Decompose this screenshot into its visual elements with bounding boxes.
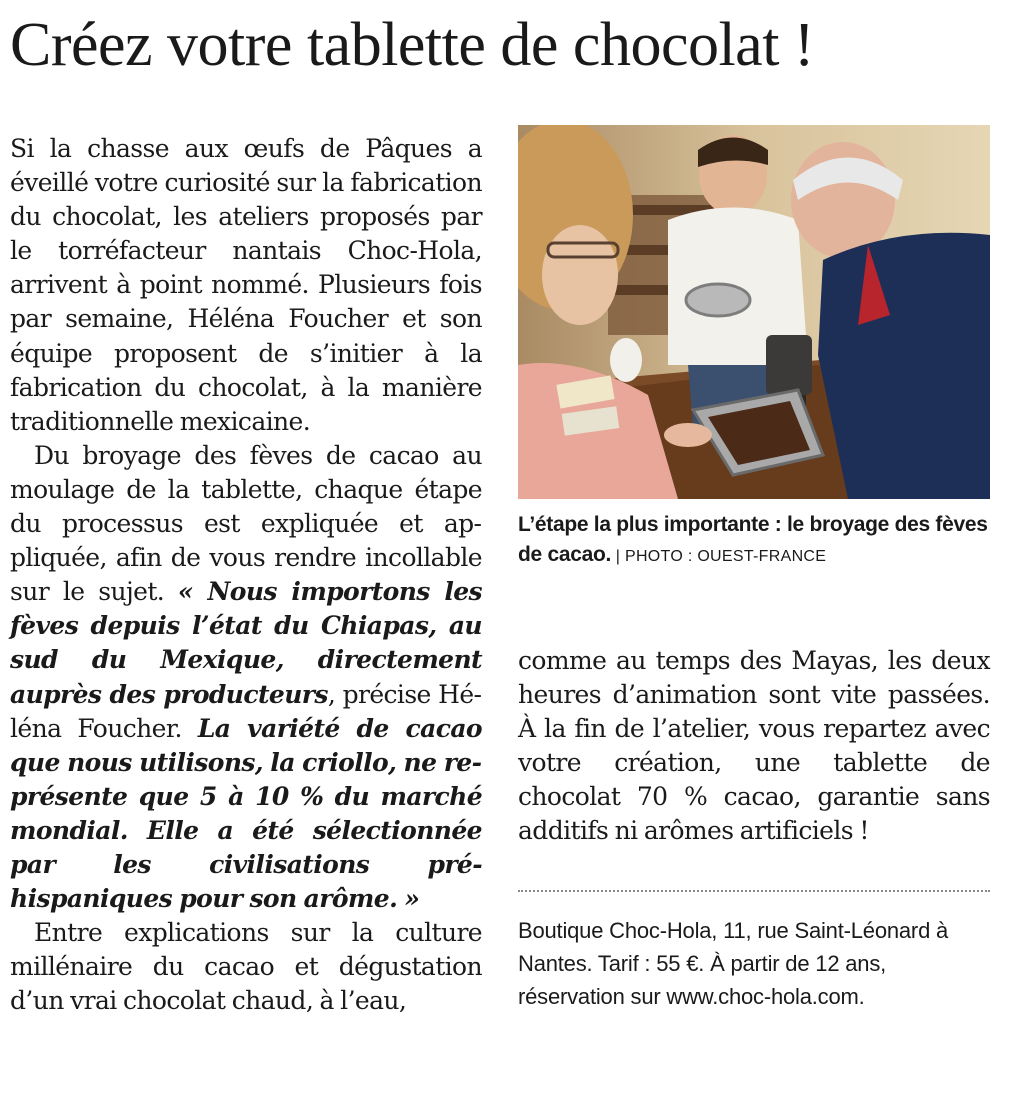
practical-info-box	[518, 914, 990, 1013]
photo-credit: | PHOTO : OUEST-FRANCE	[611, 548, 827, 565]
paragraph-process-text: Du broyage des fèves de cacao au moulage de la tablette, chaque étape du processus est expliquée et appliquée, afin de vous rendre incollable sur le sujet.	[10, 440, 482, 607]
photo-caption	[518, 510, 990, 572]
article-left-column	[10, 132, 482, 1018]
practical-info-text: Boutique Choc-Hola, 11, rue Saint-Léonard à Nantes. Tarif : 55 €. À partir de 12 ans, réservation sur www.choc-hola.com.	[518, 918, 949, 1009]
quote-attribution: , précise Héléna Foucher.	[10, 679, 482, 743]
paragraph-process	[10, 439, 482, 916]
article-right-column	[518, 644, 990, 849]
caption-text: L’étape la plus importante : le broyage des fèves de cacao.	[518, 513, 988, 566]
quote-importation: « Nous importons les fèves depuis l’état du Chiapas, au sud du Mexique, directement auprès des producteurs	[10, 577, 482, 709]
paragraph-intro: Si la chasse aux œufs de Pâques a éveillé votre curiosité sur la fabrication du chocolat, les ateliers proposés par le torréfacteur nantais Choc-Hola, arrivent à point nommé. Plusieurs fois par semaine, Héléna Foucher et son équipe proposent de s’initier à la fabrication du chocolat, à la manière traditionnelle mexicaine.	[10, 134, 482, 436]
article-headline: Créez votre tablette de chocolat !	[10, 11, 815, 79]
quote-criollo: La variété de cacao que nous utilisons, la criollo, ne représente que 5 à 10 % du marché mondial. Elle a été sélectionnée par les civilisations pré-hispaniques pour son arôme. »	[10, 713, 482, 914]
paragraph-continuation: comme au temps des Mayas, les deux heures d’animation sont vite passées. À la fin de l’atelier, vous repartez avec votre création, une tablette de chocolat 70 % cacao, garantie sans additifs ni arômes artificiels !	[518, 646, 990, 846]
paragraph-culture: Entre explications sur la culture millénaire du cacao et dégustation d’un vrai chocolat chaud, à l’eau,	[10, 918, 482, 1016]
dotted-divider	[518, 890, 990, 892]
chocolate-workshop-photo	[518, 125, 990, 499]
article-photo	[518, 125, 990, 499]
